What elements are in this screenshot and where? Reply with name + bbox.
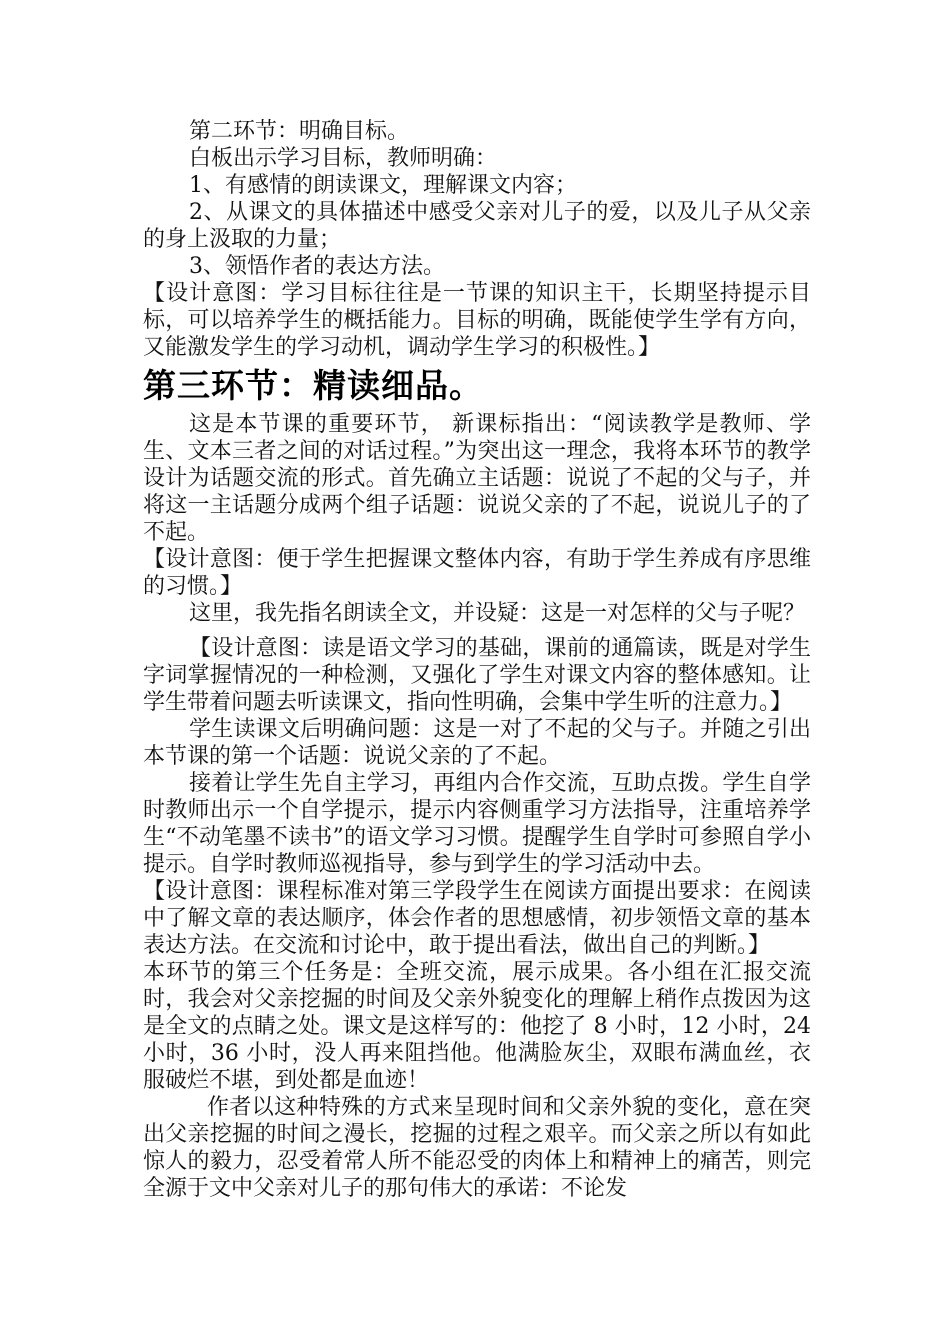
paragraph: 本环节的第三个任务是：全班交流，展示成果。各小组在汇报交流时，我会对父亲挖掘的时间及父亲外貌变化的理解上稍作点拨因为这是全文的点睛之处。课文是这样写的：他挖了 8 小时，12 小时，24 小时，36 小时，没人再来阻挡他。他满脸灰尘，双眼布满血丝，衣服破烂不堪，到处都是血迹！ — [143, 960, 811, 1093]
document-body — [143, 118, 811, 1202]
paragraph: 这里，我先指名朗读全文，并设疑：这是一对怎样的父与子呢？ — [189, 601, 806, 626]
paragraph: 作者以这种特殊的方式来呈现时间和父亲外貌的变化，意在突出父亲挖掘的时间之漫长，挖掘的过程之艰辛。而父亲之所以有如此惊人的毅力，忍受着常人所不能忍受的肉体上和精神上的痛苦，则完全源于文中父亲对儿子的那句伟大的承诺：不论发 — [143, 1095, 811, 1201]
paragraph: 接着让学生先自主学习，再组内合作交流，互助点拨。学生自学时教师出示一个自学提示，提示内容侧重学习方法指导，注重培养学生“不动笔墨不读书”的语文学习习惯。提醒学生自学时可参照自学小提示。自学时教师巡视指导，参与到学生的学习活动中去。 — [143, 771, 811, 877]
paragraph: 3、领悟作者的表达方法。 — [189, 254, 445, 279]
design-note: 【设计意图：便于学生把握课文整体内容，有助于学生养成有序思维的习惯。】 — [143, 547, 811, 599]
paragraph: 第二环节：明确目标。 — [189, 119, 410, 144]
section-heading: 第三环节：精读细品。 — [143, 366, 483, 405]
paragraph: 这是本节课的重要环节， 新课标指出：“阅读教学是教师、学生、文本三者之间的对话过程。”为突出这一理念，我将本环节的教学设计为话题交流的形式。首先确立主话题：说说了不起的父与子，并将这一主话题分成两个组子话题：说说父亲的了不起，说说儿子的了不起。 — [143, 412, 811, 545]
paragraph: 1、有感情的朗读课文，理解课文内容； — [189, 173, 577, 198]
design-note: 【设计意图：课程标准对第三学段学生在阅读方面提出要求：在阅读中了解文章的表达顺序，体会作者的思想感情，初步领悟文章的基本表达方法。在交流和讨论中，敢于提出看法，做出自己的判断。】 — [143, 879, 811, 958]
paragraph: 白板出示学习目标，教师明确： — [189, 146, 498, 171]
design-note: 【设计意图：读是语文学习的基础，课前的通篇读，既是对学生字词掌握情况的一种检测，又强化了学生对课文内容的整体感知。让学生带着问题去听读课文，指向性明确，会集中学生听的注意力。】 — [143, 636, 811, 715]
paragraph: 学生读课文后明确问题：这是一对了不起的父与子。并随之引出本节课的第一个话题：说说父亲的了不起。 — [143, 717, 811, 769]
paragraph: 2、从课文的具体描述中感受父亲对儿子的爱，以及儿子从父亲的身上汲取的力量； — [143, 200, 811, 252]
design-note: 【设计意图：学习目标往往是一节课的知识主干，长期坚持提示目标，可以培养学生的概括能力。目标的明确，既能使学生学有方向，又能激发学生的学习动机，调动学生学习的积极性。】 — [143, 281, 811, 360]
